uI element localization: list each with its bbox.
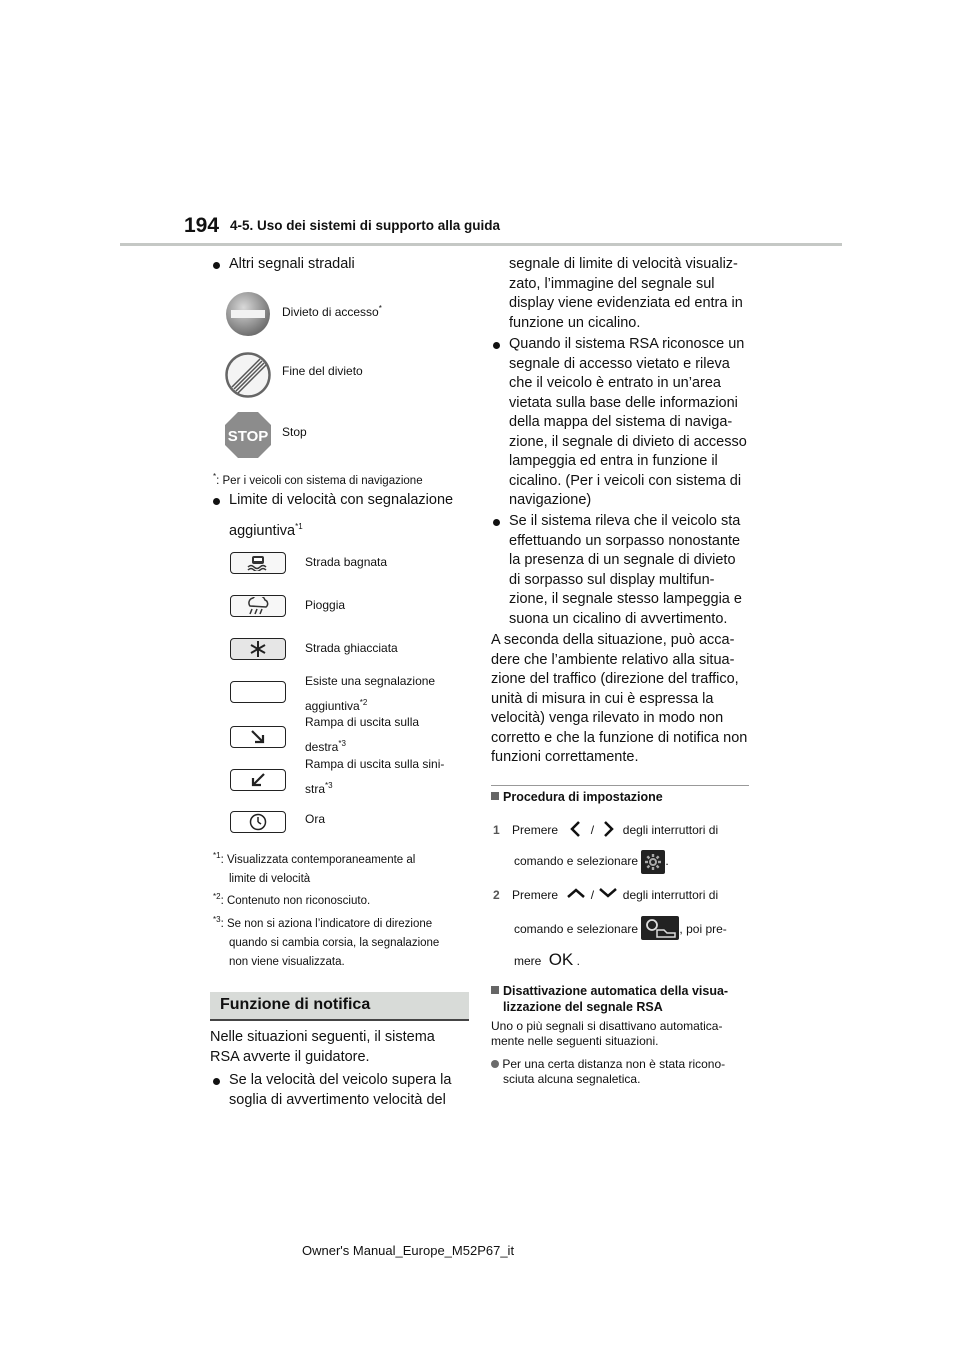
road-sign-assist-icon [641, 916, 679, 940]
procedure-rule [491, 785, 749, 786]
end-of-prohibition-icon [225, 352, 271, 403]
step-1-line-2: comando e selezionare . [514, 850, 669, 874]
footnote-3: $^{*3}$: Se non si aziona l’indicatore di direzione quando si cambia corsia, la segnalazione non viene visualizzata. [213, 915, 440, 968]
deactivation-item: Per una certa distanza non è stata ricono- sciuta alcuna segnaletica. [491, 1057, 725, 1087]
header-rule [120, 243, 842, 246]
arrow-down-right-icon [230, 726, 286, 748]
footer: Owner's Manual_Europe_M52P67_it [302, 1243, 515, 1258]
panel-label-rain: Pioggia [305, 598, 346, 612]
sign-label-no-entry: Divieto di accesso* [282, 304, 382, 319]
snowflake-icon [230, 638, 286, 660]
chevron-down-icon [597, 886, 619, 900]
blank-panel-icon [230, 681, 286, 703]
page-number: 194 [184, 214, 220, 237]
step-2-line-3: mere OK . [514, 950, 580, 969]
chevron-up-icon [565, 886, 587, 900]
bullet-speed-warning: Se la velocità del veicolo supera la soglia di avvertimento velocità del [213, 1071, 451, 1110]
chevron-left-icon [565, 820, 587, 838]
bullet-continuation: segnale di limite di velocità visualiz- zato, l’immagine del segnale sul display viene evidenziata ed entra in funzione un cicalino. [509, 256, 743, 331]
panel-label-wet-road: Strada bagnata [305, 555, 388, 569]
step-1: 1 Premere / degli interruttori di [493, 820, 718, 838]
bullet-no-entry-warning: Quando il sistema RSA riconosce un segnale di accesso vietato e rileva che il veicolo è entrato in un’area vietata sulla base delle informazioni della mappa del sistema di naviga- zione, il segnale di divieto di accesso lampeggia ed entra in funzione il cicalino. (Per i veicoli con sistema di navigazione) [493, 335, 747, 511]
situation-paragraph: A seconda della situazione, può acca- dere che l’ambiente relativo alla situa- zione del traffico (direzione del traffico, unità di misura in cui è espressa la velocità) venga rilevato in modo non corretto e che la funzione di notifica non funzioni correttamente. [491, 632, 748, 765]
bullet-speed-limit: Limite di velocità con segnalazione aggiuntiva$^{*1}$ [213, 491, 453, 541]
ok-button-glyph: OK [548, 950, 574, 969]
wet-road-icon [230, 552, 286, 574]
intro-paragraph: Nelle situazioni seguenti, il sistema RSA avverte il guidatore. [210, 1029, 435, 1065]
panel-label-additional: Esiste una segnalazione aggiuntiva$^{*2}$ [305, 674, 436, 713]
panel-label-time: Ora [305, 812, 326, 826]
stop-sign-text: STOP [227, 428, 269, 445]
footnote-2: $^{*2}$: Contenuto non riconosciuto. [213, 892, 371, 907]
section-title: 4-5. Uso dei sistemi di supporto alla guida [230, 218, 501, 233]
sign-label-stop: Stop [282, 425, 307, 439]
arrow-down-left-icon [230, 769, 286, 791]
bullet-other-signs: Altri segnali stradali [213, 255, 355, 275]
no-entry-icon [225, 291, 271, 342]
clock-icon [230, 811, 286, 833]
panel-label-exit-right: Rampa di uscita sulla destra$^{*3}$ [305, 715, 420, 754]
sign-label-end-prohibition: Fine del divieto [282, 364, 363, 378]
footnote-1: $^{*1}$: Visualizzata contemporaneamente al limite di velocità [213, 851, 416, 885]
rain-icon [230, 595, 286, 617]
deactivation-text: Uno o più segnali si disattivano automatica- mente nelle seguenti situazioni. [491, 1019, 723, 1048]
step-2: 2 Premere / degli interruttori di [493, 888, 719, 902]
chevron-right-icon [597, 820, 619, 838]
deactivation-title: Disattivazione automatica della visua- lizzazione del segnale RSA [491, 983, 728, 1015]
panel-label-ice: Strada ghiacciata [305, 641, 398, 655]
stop-sign-icon [224, 411, 272, 464]
footnote-star: *: Per i veicoli con sistema di navigazione [213, 472, 423, 487]
bullet-overtake-warning: Se il sistema rileva che il veicolo sta effettuando un sorpasso nonostante la presenza di un segnale di divieto di sorpasso sul display multifun- zione, il segnale stesso lampeggia e suona un cicalino di avvertimento. [493, 512, 742, 629]
procedure-title: Procedura di impostazione [491, 790, 663, 804]
section-heading: Funzione di notifica [210, 992, 469, 1021]
gear-icon [641, 850, 665, 874]
panel-label-exit-left: Rampa di uscita sulla sini- stra$^{*3}$ [305, 757, 445, 796]
step-2-line-2: comando e selezionare , poi pre- [514, 916, 727, 940]
